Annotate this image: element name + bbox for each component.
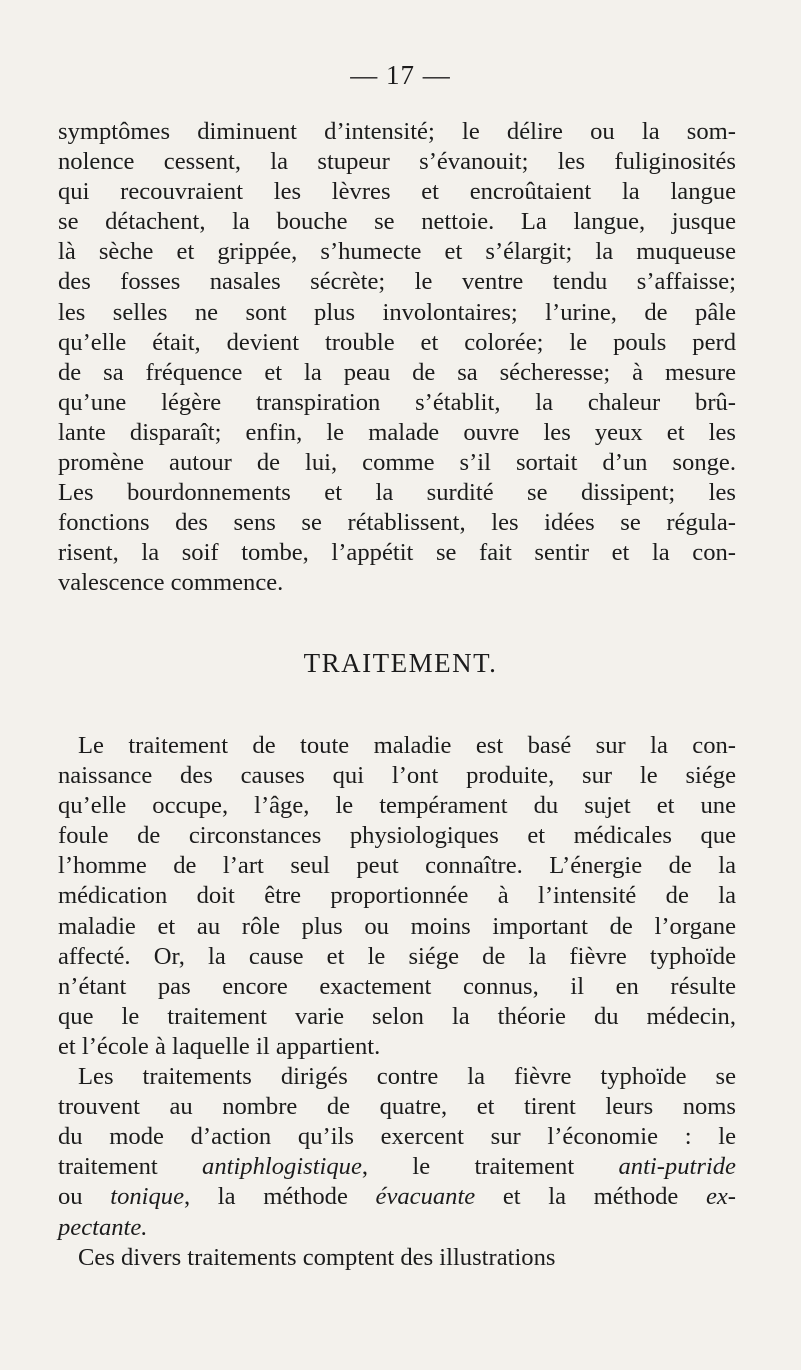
text-line: trouvent au nombre de quatre, et tirent leurs noms — [58, 1093, 736, 1121]
text-line: que le traitement varie selon la théorie du médecin, — [58, 1002, 736, 1030]
text-line — [58, 1182, 736, 1212]
text-line: promène autour de lui, comme s’il sortait d’un songe. — [58, 449, 736, 477]
text-line: risent, la soif tombe, l’appétit se fait sentir et la con- — [58, 539, 736, 567]
text-line: n’étant pas encore exactement connus, il en résulte — [58, 972, 736, 1000]
text-line: foule de circonstances physiologiques et médicales que — [58, 822, 736, 850]
italic-term-expectante-end: pectante. — [58, 1213, 148, 1241]
text-line: valescence commence. — [58, 569, 284, 597]
text-run: et la méthode — [475, 1183, 706, 1211]
text-line: naissance des causes qui l’ont produite, sur le siége — [58, 762, 736, 790]
text-line: et l’école à laquelle il appartient. — [58, 1032, 381, 1060]
text-line: médication doit être proportionnée à l’intensité de la — [58, 882, 736, 910]
text-line: Ces divers traitements comptent des illustrations — [78, 1243, 556, 1271]
text-line — [58, 1213, 736, 1243]
text-line: Le traitement de toute maladie est basé sur la con- — [78, 732, 736, 759]
text-line: qui recouvraient les lèvres et encroûtaient la langue — [58, 178, 736, 206]
text-line: Les bourdonnements et la surdité se dissipent; les — [58, 479, 736, 507]
text-line: se détachent, la bouche se nettoie. La langue, jusque — [58, 208, 736, 236]
text-line: maladie et au rôle plus ou moins important de l’organe — [58, 912, 736, 940]
text-line: lante disparaît; enfin, le malade ouvre les yeux et les — [58, 418, 736, 446]
text-line: de sa fréquence et la peau de sa sécheresse; à mesure — [58, 358, 736, 386]
italic-term-antiphlogistique: antiphlogistique — [202, 1153, 362, 1181]
text-line: Les traitements dirigés contre la fièvre typhoïde se — [78, 1063, 736, 1091]
paragraph-symptoms — [58, 117, 736, 599]
text-line: qu’elle était, devient trouble et colorée; le pouls perd — [58, 328, 736, 356]
text-line: qu’une légère transpiration s’établit, la chaleur brû- — [58, 388, 736, 416]
text-line: l’homme de l’art seul peut connaître. L’énergie de la — [58, 852, 736, 880]
italic-term-tonique: tonique — [110, 1183, 185, 1211]
text-line: symptômes diminuent d’intensité; le délire ou la som- — [58, 118, 736, 145]
text-run: , la méthode — [184, 1183, 376, 1211]
italic-term-evacuante: évacuante — [375, 1183, 476, 1211]
text-run: ou — [58, 1183, 111, 1211]
paragraph-treatment — [58, 731, 736, 1273]
italic-term-expectante-start: ex- — [705, 1183, 736, 1211]
text-line — [58, 1152, 736, 1182]
text-line: là sèche et grippée, s’humecte et s’élargit; la muqueuse — [58, 238, 736, 266]
text-line: des fosses nasales sécrète; le ventre tendu s’affaisse; — [58, 268, 736, 296]
italic-term-anti-putride: anti-putride — [618, 1153, 736, 1181]
text-run: traitement — [58, 1153, 203, 1181]
text-line: affecté. Or, la cause et le siége de la fièvre typhoïde — [58, 942, 736, 970]
text-line: fonctions des sens se rétablissent, les idées se régula- — [58, 509, 736, 537]
section-heading: TRAITEMENT. — [303, 648, 498, 678]
text-line: les selles ne sont plus involontaires; l’urine, de pâle — [58, 298, 736, 326]
text-run: , le traitement — [361, 1153, 619, 1181]
text-line: du mode d’action qu’ils exercent sur l’économie : le — [58, 1123, 736, 1151]
text-line: qu’elle occupe, l’âge, le tempérament du sujet et une — [58, 792, 736, 820]
page-number: — 17 — — [350, 60, 451, 90]
text-line: nolence cessent, la stupeur s’évanouit; les fuliginosités — [58, 148, 736, 176]
